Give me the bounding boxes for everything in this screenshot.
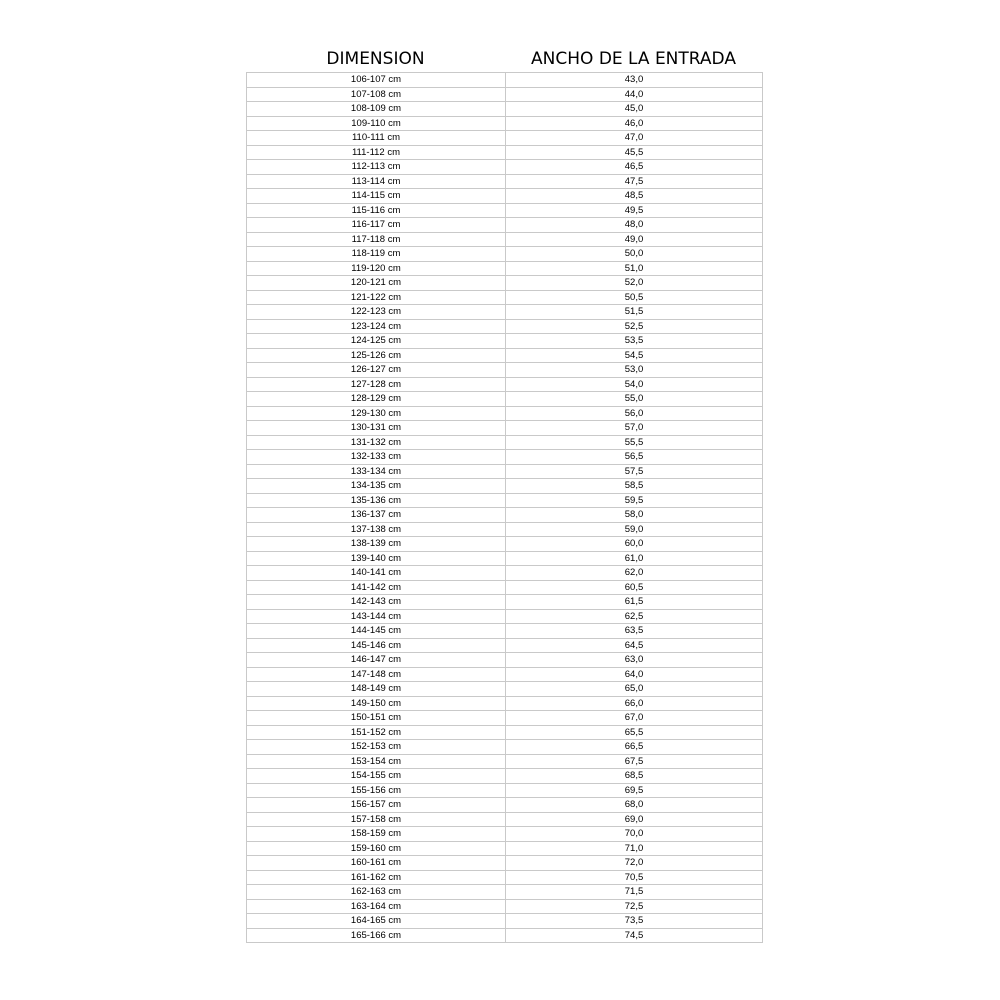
- table-row: [247, 682, 763, 697]
- dimension-cell: 151-152 cm: [247, 725, 506, 740]
- entry-width-cell: 58,0: [506, 508, 763, 523]
- table-row: [247, 450, 763, 465]
- entry-width-cell: 60,0: [506, 537, 763, 552]
- entry-width-cell: 62,5: [506, 609, 763, 624]
- table-row: [247, 798, 763, 813]
- entry-width-cell: 51,0: [506, 261, 763, 276]
- table-row: [247, 348, 763, 363]
- dimension-cell: 138-139 cm: [247, 537, 506, 552]
- entry-width-cell: 62,0: [506, 566, 763, 581]
- entry-width-cell: 51,5: [506, 305, 763, 320]
- dimension-cell: 156-157 cm: [247, 798, 506, 813]
- dimension-cell: 165-166 cm: [247, 928, 506, 943]
- entry-width-cell: 61,5: [506, 595, 763, 610]
- dimension-cell: 137-138 cm: [247, 522, 506, 537]
- entry-width-cell: 58,5: [506, 479, 763, 494]
- entry-width-cell: 49,0: [506, 232, 763, 247]
- table-row: [247, 653, 763, 668]
- dimension-cell: 126-127 cm: [247, 363, 506, 378]
- table-row: [247, 435, 763, 450]
- table-row: [247, 334, 763, 349]
- table-row: [247, 928, 763, 943]
- table-row: [247, 290, 763, 305]
- dimension-cell: 124-125 cm: [247, 334, 506, 349]
- dimension-cell: 140-141 cm: [247, 566, 506, 581]
- entry-width-cell: 56,0: [506, 406, 763, 421]
- table-row: [247, 754, 763, 769]
- entry-width-cell: 59,0: [506, 522, 763, 537]
- dimension-cell: 133-134 cm: [247, 464, 506, 479]
- dimension-cell: 147-148 cm: [247, 667, 506, 682]
- table-row: [247, 174, 763, 189]
- dimension-cell: 162-163 cm: [247, 885, 506, 900]
- dimension-cell: 134-135 cm: [247, 479, 506, 494]
- entry-width-cell: 65,5: [506, 725, 763, 740]
- dimension-cell: 139-140 cm: [247, 551, 506, 566]
- table-row: [247, 145, 763, 160]
- entry-width-cell: 52,5: [506, 319, 763, 334]
- dimension-cell: 129-130 cm: [247, 406, 506, 421]
- table-row: [247, 464, 763, 479]
- table-row: [247, 885, 763, 900]
- table-row: [247, 493, 763, 508]
- table-row: [247, 276, 763, 291]
- entry-width-cell: 70,5: [506, 870, 763, 885]
- entry-width-cell: 66,0: [506, 696, 763, 711]
- dimension-cell: 114-115 cm: [247, 189, 506, 204]
- table-header: [246, 46, 762, 72]
- entry-width-cell: 48,5: [506, 189, 763, 204]
- dimension-cell: 128-129 cm: [247, 392, 506, 407]
- dimension-cell: 113-114 cm: [247, 174, 506, 189]
- table-row: [247, 856, 763, 871]
- dimension-cell: 155-156 cm: [247, 783, 506, 798]
- entry-width-cell: 46,0: [506, 116, 763, 131]
- entry-width-cell: 48,0: [506, 218, 763, 233]
- dimension-column-header: DIMENSION: [326, 49, 425, 69]
- table-row: [247, 551, 763, 566]
- table-row: [247, 363, 763, 378]
- table-row: [247, 609, 763, 624]
- entry-width-cell: 53,0: [506, 363, 763, 378]
- table-row: [247, 203, 763, 218]
- entry-width-cell: 71,5: [506, 885, 763, 900]
- table-row: [247, 783, 763, 798]
- table-row: [247, 638, 763, 653]
- dimension-cell: 112-113 cm: [247, 160, 506, 175]
- dimension-cell: 146-147 cm: [247, 653, 506, 668]
- entry-width-cell: 47,5: [506, 174, 763, 189]
- table-row: [247, 406, 763, 421]
- table-row: [247, 319, 763, 334]
- entry-width-cell: 54,0: [506, 377, 763, 392]
- entry-width-cell: 69,0: [506, 812, 763, 827]
- dimension-cell: 153-154 cm: [247, 754, 506, 769]
- entry-width-cell: 61,0: [506, 551, 763, 566]
- table-row: [247, 73, 763, 88]
- table-row: [247, 522, 763, 537]
- dimension-cell: 148-149 cm: [247, 682, 506, 697]
- entry-width-cell: 56,5: [506, 450, 763, 465]
- entry-width-cell: 65,0: [506, 682, 763, 697]
- dimension-cell: 142-143 cm: [247, 595, 506, 610]
- table-row: [247, 566, 763, 581]
- entry-width-cell: 71,0: [506, 841, 763, 856]
- dimension-cell: 119-120 cm: [247, 261, 506, 276]
- entry-width-cell: 70,0: [506, 827, 763, 842]
- table-row: [247, 841, 763, 856]
- table-row: [247, 537, 763, 552]
- dimension-cell: 136-137 cm: [247, 508, 506, 523]
- table-row: [247, 421, 763, 436]
- entry-width-cell: 50,5: [506, 290, 763, 305]
- entry-width-cell: 45,5: [506, 145, 763, 160]
- dimension-cell: 118-119 cm: [247, 247, 506, 262]
- dimension-cell: 159-160 cm: [247, 841, 506, 856]
- entry-width-cell: 55,0: [506, 392, 763, 407]
- table-row: [247, 131, 763, 146]
- dimension-cell: 108-109 cm: [247, 102, 506, 117]
- table-row: [247, 160, 763, 175]
- table-row: [247, 508, 763, 523]
- dimension-cell: 132-133 cm: [247, 450, 506, 465]
- dimension-cell: 120-121 cm: [247, 276, 506, 291]
- dimension-cell: 150-151 cm: [247, 711, 506, 726]
- dimension-cell: 116-117 cm: [247, 218, 506, 233]
- entry-width-cell: 68,0: [506, 798, 763, 813]
- entry-width-cell: 53,5: [506, 334, 763, 349]
- dimension-cell: 123-124 cm: [247, 319, 506, 334]
- dimension-cell: 115-116 cm: [247, 203, 506, 218]
- entry-width-cell: 47,0: [506, 131, 763, 146]
- entry-width-cell: 52,0: [506, 276, 763, 291]
- dimension-cell: 143-144 cm: [247, 609, 506, 624]
- table-row: [247, 479, 763, 494]
- entry-width-cell: 63,5: [506, 624, 763, 639]
- table-row: [247, 667, 763, 682]
- entry-width-cell: 46,5: [506, 160, 763, 175]
- entry-width-cell: 55,5: [506, 435, 763, 450]
- table-row: [247, 870, 763, 885]
- table-row: [247, 812, 763, 827]
- entry-width-cell: 60,5: [506, 580, 763, 595]
- dimension-cell: 145-146 cm: [247, 638, 506, 653]
- dimension-cell: 160-161 cm: [247, 856, 506, 871]
- dimension-cell: 164-165 cm: [247, 914, 506, 929]
- entry-width-cell: 59,5: [506, 493, 763, 508]
- entry-width-cell: 74,5: [506, 928, 763, 943]
- table-row: [247, 624, 763, 639]
- dimension-cell: 107-108 cm: [247, 87, 506, 102]
- dimension-cell: 109-110 cm: [247, 116, 506, 131]
- table-row: [247, 261, 763, 276]
- table-row: [247, 189, 763, 204]
- entry-width-cell: 72,0: [506, 856, 763, 871]
- entry-width-cell: 73,5: [506, 914, 763, 929]
- entry-width-cell: 45,0: [506, 102, 763, 117]
- entry-width-cell: 66,5: [506, 740, 763, 755]
- dimension-cell: 111-112 cm: [247, 145, 506, 160]
- table-row: [247, 740, 763, 755]
- dimension-cell: 131-132 cm: [247, 435, 506, 450]
- table-row: [247, 914, 763, 929]
- table-row: [247, 377, 763, 392]
- dimension-cell: 161-162 cm: [247, 870, 506, 885]
- table-row: [247, 696, 763, 711]
- table-row: [247, 87, 763, 102]
- table-row: [247, 305, 763, 320]
- dimension-cell: 122-123 cm: [247, 305, 506, 320]
- table-row: [247, 232, 763, 247]
- table-row: [247, 899, 763, 914]
- table-row: [247, 580, 763, 595]
- entry-width-cell: 49,5: [506, 203, 763, 218]
- dimension-cell: 158-159 cm: [247, 827, 506, 842]
- table-row: [247, 827, 763, 842]
- table-row: [247, 595, 763, 610]
- entry-width-cell: 50,0: [506, 247, 763, 262]
- entry-width-cell: 54,5: [506, 348, 763, 363]
- dimension-cell: 163-164 cm: [247, 899, 506, 914]
- dimension-cell: 154-155 cm: [247, 769, 506, 784]
- table-row: [247, 247, 763, 262]
- dimension-cell: 135-136 cm: [247, 493, 506, 508]
- dimension-cell: 110-111 cm: [247, 131, 506, 146]
- dimension-cell: 127-128 cm: [247, 377, 506, 392]
- entry-width-cell: 67,0: [506, 711, 763, 726]
- entry-width-cell: 72,5: [506, 899, 763, 914]
- entry-width-cell: 64,0: [506, 667, 763, 682]
- entry-width-cell: 67,5: [506, 754, 763, 769]
- dimension-cell: 106-107 cm: [247, 73, 506, 88]
- table-row: [247, 711, 763, 726]
- dimension-cell: 121-122 cm: [247, 290, 506, 305]
- entry-width-column-header: ANCHO DE LA ENTRADA: [531, 49, 736, 69]
- entry-width-cell: 68,5: [506, 769, 763, 784]
- dimension-cell: 125-126 cm: [247, 348, 506, 363]
- table-row: [247, 392, 763, 407]
- dimension-cell: 117-118 cm: [247, 232, 506, 247]
- entry-width-cell: 69,5: [506, 783, 763, 798]
- table-row: [247, 218, 763, 233]
- dimension-cell: 144-145 cm: [247, 624, 506, 639]
- dimension-cell: 130-131 cm: [247, 421, 506, 436]
- entry-width-cell: 43,0: [506, 73, 763, 88]
- dimension-cell: 157-158 cm: [247, 812, 506, 827]
- dimension-cell: 149-150 cm: [247, 696, 506, 711]
- table-row: [247, 102, 763, 117]
- table-body: [247, 73, 763, 943]
- entry-width-cell: 64,5: [506, 638, 763, 653]
- table-row: [247, 769, 763, 784]
- entry-width-cell: 57,0: [506, 421, 763, 436]
- entry-width-cell: 44,0: [506, 87, 763, 102]
- table-row: [247, 725, 763, 740]
- entry-width-cell: 63,0: [506, 653, 763, 668]
- table-row: [247, 116, 763, 131]
- size-table: [246, 72, 763, 943]
- entry-width-cell: 57,5: [506, 464, 763, 479]
- dimension-cell: 141-142 cm: [247, 580, 506, 595]
- dimension-cell: 152-153 cm: [247, 740, 506, 755]
